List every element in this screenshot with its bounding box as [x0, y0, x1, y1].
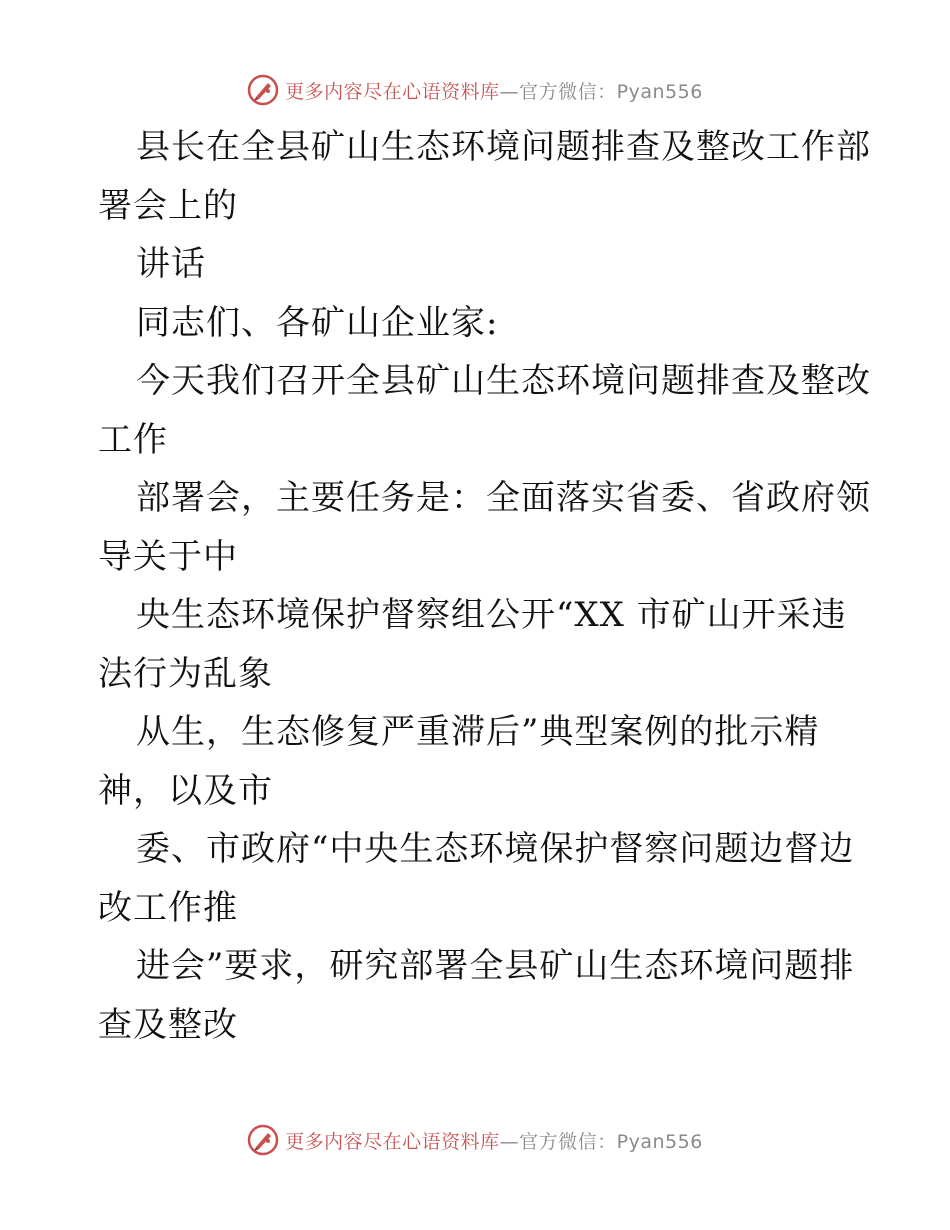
- text-line: 导关于中: [98, 536, 238, 577]
- text-line: 工作: [98, 419, 168, 460]
- text-line: 委、市政府“中央生态环境保护督察问题边督边: [136, 829, 855, 869]
- text-line: 署会上的: [98, 185, 238, 226]
- pen-logo-icon: [247, 1124, 279, 1156]
- text-line: 同志们、各矿山企业家:: [136, 302, 499, 343]
- footer-watermark: [0, 1122, 950, 1158]
- watermark-text: 更多内容尽在心语资料库—官方微信：Pyan556: [285, 80, 703, 103]
- text-line: 改工作推: [98, 887, 238, 928]
- text-line: 央生态环境保护督察组公开“XX 市矿山开采违: [136, 595, 847, 635]
- text-line: 今天我们召开全县矿山生态环境问题排查及整改: [136, 361, 871, 401]
- text-line: 查及整改: [98, 1004, 238, 1045]
- text-line: 部署会，主要任务是：全面落实省委、省政府领: [136, 478, 871, 518]
- text-line: 进会”要求，研究部署全县矿山生态环境问题排: [136, 946, 855, 986]
- watermark-text: 更多内容尽在心语资料库—官方微信：Pyan556: [285, 1130, 703, 1153]
- document-body: [98, 118, 871, 1054]
- text-line: 从生，生态修复严重滞后”典型案例的批示精: [136, 712, 820, 752]
- text-line: 神，以及市: [98, 770, 273, 811]
- text-line: 法行为乱象: [98, 653, 273, 694]
- text-line: 讲话: [136, 244, 206, 284]
- header-watermark: [0, 72, 950, 108]
- text-line: 县长在全县矿山生态环境问题排查及整改工作部: [136, 127, 871, 167]
- pen-logo-icon: [247, 74, 279, 106]
